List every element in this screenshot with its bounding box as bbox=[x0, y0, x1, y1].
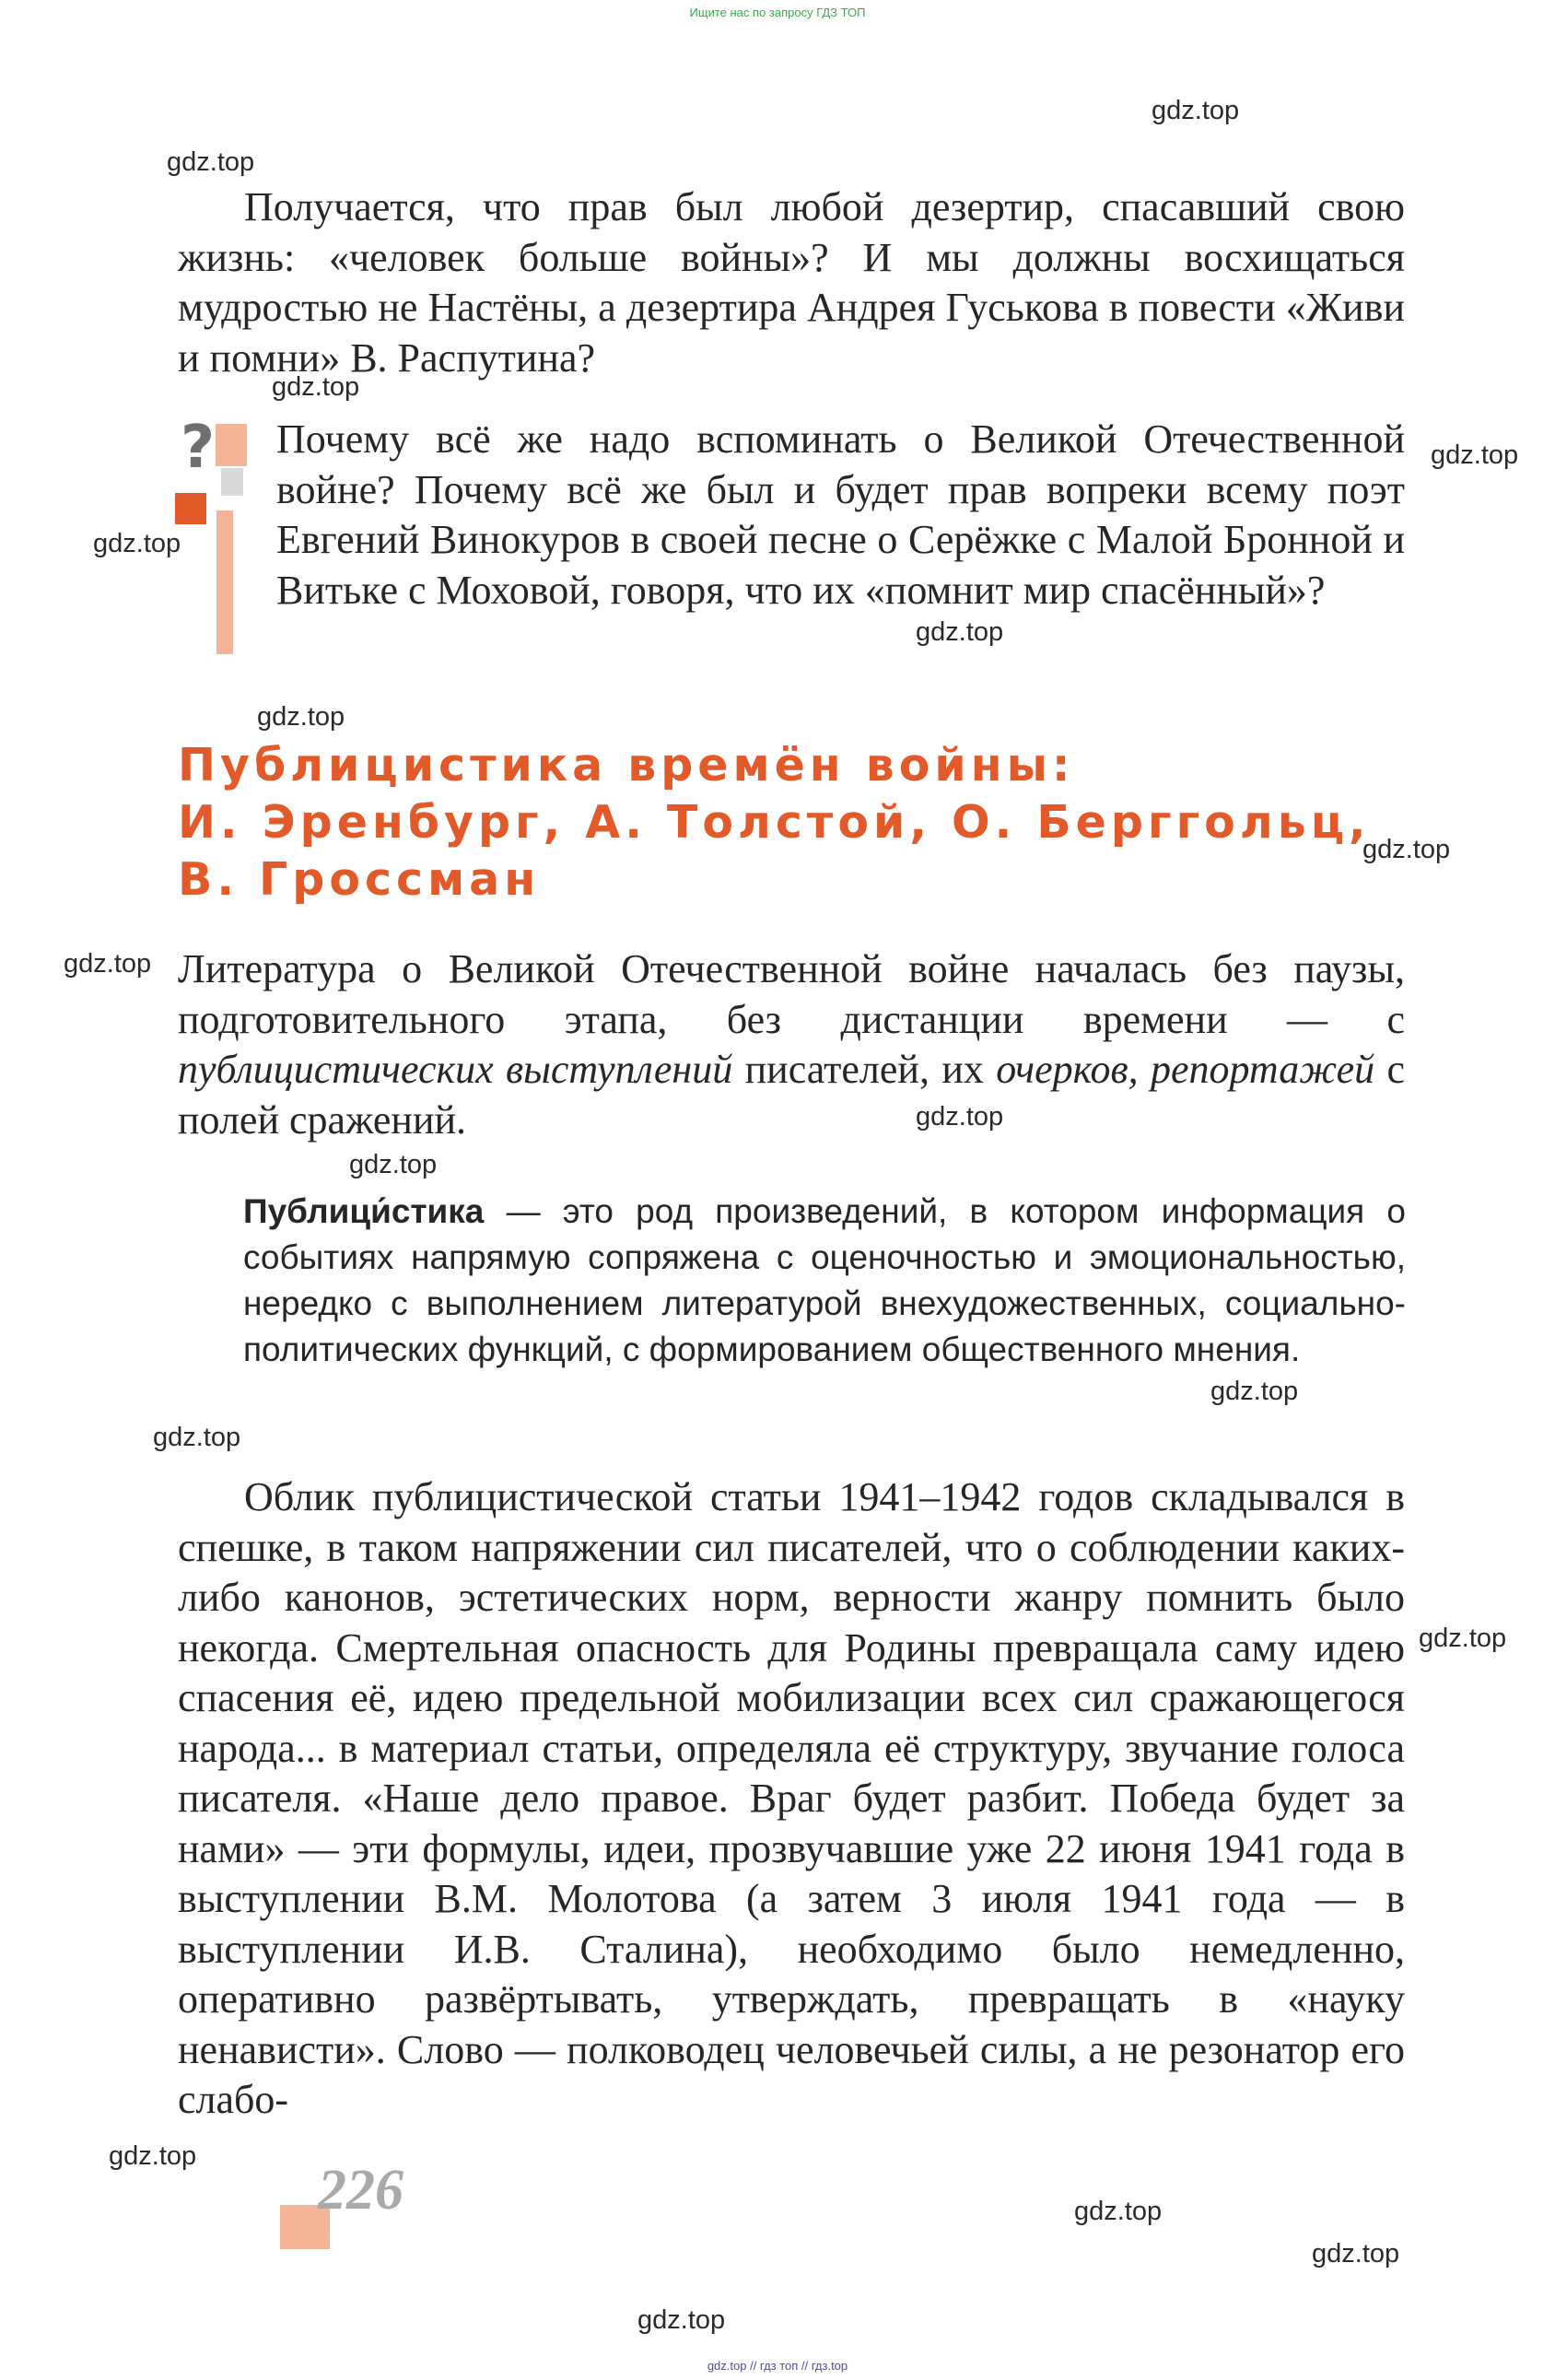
top-note: Ищите нас по запросу ГДЗ ТОП bbox=[689, 6, 866, 19]
watermark: gdz.top bbox=[109, 2141, 197, 2171]
definition-term: Публици́стика bbox=[243, 1192, 485, 1230]
definition-text: — это род произведений, в котором информация о событиях напрямую сопряжена с оценочностью и эмоциональностью, нередко с выполнением литературой внехудожественных, социально-политических функций, с формированием общественного мнения. bbox=[243, 1192, 1406, 1368]
watermark: gdz.top bbox=[1152, 96, 1240, 125]
watermark: gdz.top bbox=[1419, 1624, 1507, 1653]
italic-term: публицистических выступлений bbox=[178, 1047, 733, 1092]
heading-line-1: Публицистика времён войны: bbox=[178, 739, 1075, 791]
watermark: gdz.top bbox=[64, 949, 152, 979]
watermark: gdz.top bbox=[1210, 1377, 1299, 1406]
definition-block bbox=[243, 1189, 1406, 1373]
watermark: gdz.top bbox=[916, 1102, 1004, 1131]
heading-line-2: И. Эренбург, А. Толстой, О. Берггольц, bbox=[178, 796, 1371, 849]
paragraph-intro: Получается, что прав был любой дезертир, спасавший свою жизнь: «человек больше войны»? И мы должны восхищаться мудростью не Настёны, а дезертира Андрея Гуськова в повести «Живи и помни» В. Распутина? bbox=[178, 184, 1405, 381]
watermark: gdz.top bbox=[1431, 440, 1519, 470]
question-mark-icon: ? bbox=[181, 414, 216, 482]
italic-term: очерков, репортажей bbox=[996, 1047, 1375, 1092]
question-marker bbox=[175, 414, 249, 654]
watermark: gdz.top bbox=[167, 147, 255, 177]
watermark: gdz.top bbox=[257, 702, 345, 732]
question-text: Почему всё же надо вспоминать о Великой Отечественной войне? Почему всё же был и будет прав вопреки всему поэт Евгений Винокуров в своей песне о Серёжке с Малой Бронной и Витьке с Моховой, говоря, что их «помнит мир спасённый»? bbox=[276, 416, 1405, 613]
text-run: Литература о Великой Отечественной войне началась без паузы, подготовительного этапа, без дистанции времени — с bbox=[178, 946, 1405, 1042]
watermark: gdz.top bbox=[1312, 2239, 1400, 2269]
watermark: gdz.top bbox=[637, 2305, 726, 2335]
heading-line-3: В. Гроссман bbox=[178, 853, 541, 906]
watermark: gdz.top bbox=[349, 1150, 438, 1179]
watermark: gdz.top bbox=[272, 372, 360, 402]
watermark: gdz.top bbox=[1362, 835, 1451, 864]
watermark: gdz.top bbox=[1074, 2197, 1163, 2226]
text-run: писателей, их bbox=[732, 1047, 997, 1092]
bottom-note: gdz.top // гдз топ // гдз.top bbox=[707, 2359, 848, 2373]
section-heading bbox=[178, 737, 1431, 909]
watermark: gdz.top bbox=[916, 617, 1004, 647]
watermark: gdz.top bbox=[93, 529, 181, 558]
watermark: gdz.top bbox=[153, 1423, 241, 1452]
text-run: с полей сражений. bbox=[178, 1047, 1405, 1143]
paragraph-literature bbox=[178, 944, 1405, 1145]
page-number: 226 bbox=[318, 2159, 403, 2222]
paragraph-publicism: Облик публицистической статьи 1941–1942 годов складывался в спешке, в таком напряжении сил писателей, что о соблюдении каких-либо канонов, эстетических норм, верности жанру помнить было некогда. Смертельная опасность для Родины превращала саму идею спасения её, идею предельной мобилизации всех сил сражающегося народа... в материал статьи, определяла её структуру, звучание голоса писателя. «Наше дело правое. Враг будет разбит. Победа будет за нами» — эти формулы, идеи, прозвучавшие уже 22 июня 1941 года в выступлении В.М. Молотова (а затем 3 июля 1941 года — в выступлении И.В. Сталина), необходимо было немедленно, оперативно развёртывать, утверждать, превращать в «науку ненависти». Слово — полководец человечьей силы, а не резонатор его слабо- bbox=[178, 1474, 1405, 2122]
